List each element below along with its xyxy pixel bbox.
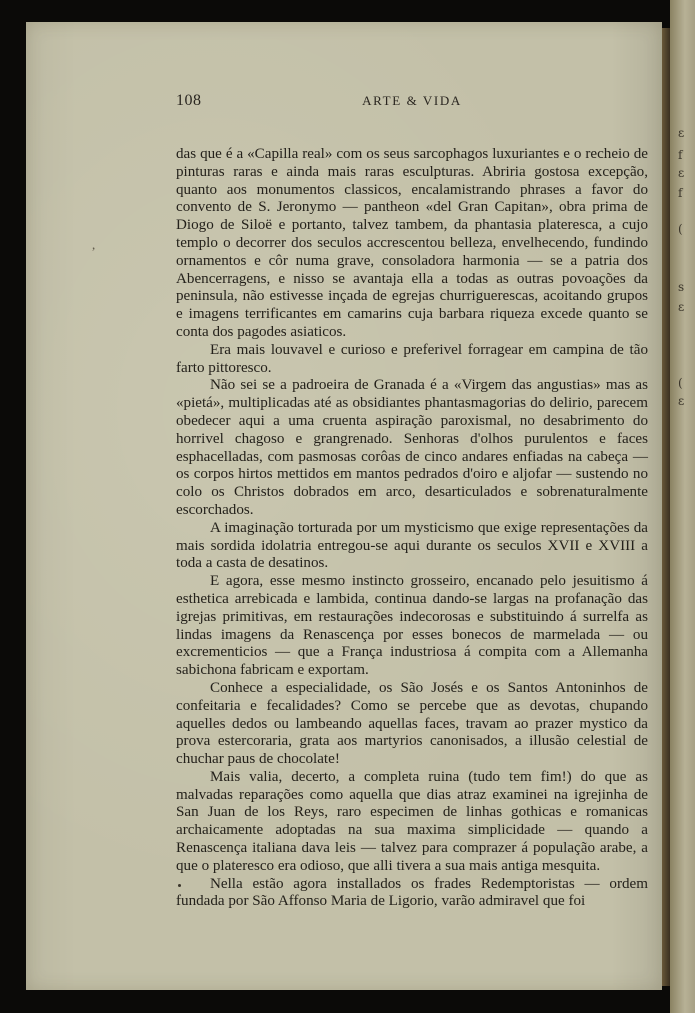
paragraph: Mais valia, decerto, a completa ruina (tudo tem fim!) do que as malvadas reparações como aquella que dias atraz examinei na igrejinha de San Juan de los Reys, raro especimen de linhas gothicas e romanicas archaicamente adoptadas na sua maxima simplicidade — quando a Renascença italiana dava leis — talvez para comprazer á população arabe, a que o plateresco era odioso, que alli tivera a sua mais antiga mesquita. xyxy=(176,768,648,874)
paragraph: A imaginação torturada por um mysticismo que exige representações da mais sordida idolatria entregou-se aqui durante os seculos XVII e XVIII a toda a casta de desatinos. xyxy=(176,519,648,572)
paragraph: Conhece a especialidade, os São Josés e os Santos Antoninhos de confeitaria e fecalidades? Como se percebe que as devotas, chupando aquelles dedos ou lambeando aquellas faces, travam ao prazer mystico da prova estercoraria, grata aos martyrios canonisados, a illusão celestial de chuchar paus de chocolate! xyxy=(176,679,648,768)
adjacent-page-glyph: f xyxy=(678,148,683,162)
body-text xyxy=(176,146,648,911)
adjacent-page-glyph: f xyxy=(678,186,683,200)
adjacent-page-glyph: ε xyxy=(678,300,685,314)
adjacent-page-glyph: ε xyxy=(678,394,685,408)
paragraph: Nella estão agora installados os frades Redemptoristas — ordem fundada por São Affonso Maria de Ligorio, varão admiravel que foi xyxy=(176,875,648,910)
stray-ink-dot xyxy=(178,884,181,887)
paragraph: E agora, esse mesmo instincto grosseiro, encanado pelo jesuitismo á esthetica arrebicada e lambida, continua dando-se largas na profanação das igrejas primitivas, em restaurações indecorosas e substituindo á surrelfa as lindas imagens da Renascença por esses bonecos de marmelada — ou excrementicios — que a França industriosa á compita com a Allemanha sabichona fabricam e exportam. xyxy=(176,573,648,679)
adjacent-page-glyph: ( xyxy=(678,222,683,236)
adjacent-page-glyph: s xyxy=(678,280,685,294)
adjacent-page-edge xyxy=(670,0,695,1013)
margin-mark: , xyxy=(92,237,96,252)
page-header xyxy=(176,92,648,114)
adjacent-page-glyph: ε xyxy=(678,166,685,180)
page-number: 108 xyxy=(176,92,202,109)
adjacent-page-glyph: ( xyxy=(678,376,683,390)
adjacent-page-glyph: ε xyxy=(678,126,685,140)
paragraph: das que é a «Capilla real» com os seus sarcophagos luxuriantes e o recheio de pinturas raras e ainda mais raras esculpturas. Abriria gostosa excepção, quanto aos monumentos classicos, encalamistrando phrases a favor do convento de S. Jeronymo — pantheon «del Gran Capitan», obra prima de Diogo de Siloë e portanto, talvez tambem, da phantasia plateresca, a cujo templo o decorrer dos seculos accrescentou belleza, envelhecendo, fundindo ornamentos e côr numa grave, consoladora harmonia — se a patria dos Abencerragens, e nisso se avantaja ella a todas as outras povoações da peninsula, não estivesse inçada de egrejas churriguerescas, acoitando grupos e imagens terrificantes em camarins cuja barbara riqueza excede quanto se conta dos pagodes asiaticos. xyxy=(176,146,648,340)
paragraph: Era mais louvavel e curioso e preferivel forragear em campina de tão farto pittoresco. xyxy=(176,341,648,376)
paragraph: Não sei se a padroeira de Granada é a «Virgem das angustias» mas as «pietá», multiplicadas até as obsidiantes phantasmagorias do delirio, parecem obedecer aqui a uma cruenta aspiração paroxismal, no desabrimento do horrivel chagoso e grangrenado. Senhoras d'olhos purulentos e faces esphacelladas, com pasmosas corôas de cinco andares enfiadas na cabeça — os corpos hirtos mettidos em mantos pedrados d'oiro e aljofar — sustendo no colo os Christos dobrados em arco, desarticulados e sobrenaturalmente escorchados. xyxy=(176,377,648,518)
running-head: ARTE & VIDA xyxy=(362,93,462,108)
